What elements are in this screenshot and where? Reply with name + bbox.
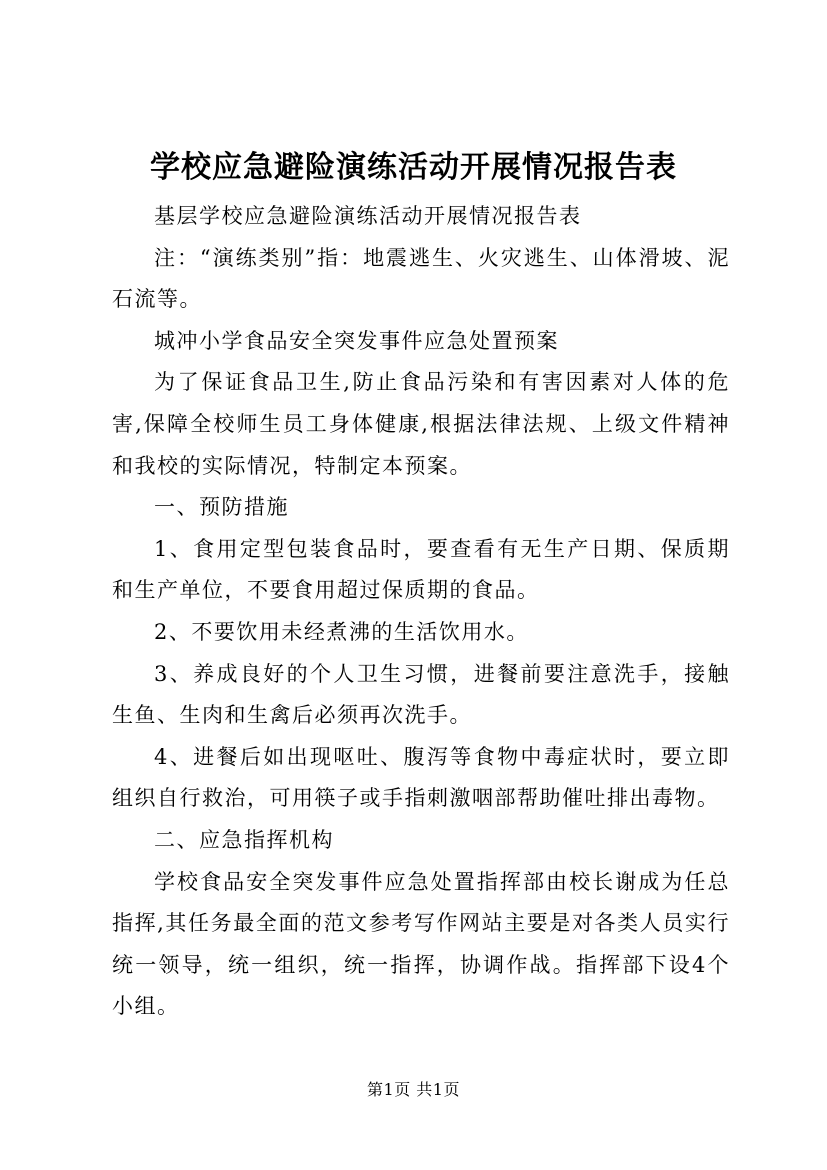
plan-title-paragraph: 城冲小学食品安全突发事件应急处置预案 xyxy=(154,328,559,353)
prevention-item-2: 2、不要饮用未经煮沸的生活饮用水。 xyxy=(154,619,529,644)
section-heading-command: 二、应急指挥机构 xyxy=(154,827,334,852)
prevention-item-1: 1、食用定型包装食品时，要查看有无生产日期、保质期和生产单位，不要食用超过保质期的食品。 xyxy=(112,536,730,603)
subtitle-paragraph: 基层学校应急避险演练活动开展情况报告表 xyxy=(154,204,582,228)
intro-paragraph: 为了保证食品卫生,防止食品污染和有害因素对人体的危害,保障全校师生员工身体健康,根据法律法规、上级文件精神和我校的实际情况，特制定本预案。 xyxy=(112,370,730,478)
document-body xyxy=(112,196,730,1028)
prevention-item-3: 3、养成良好的个人卫生习惯，进餐前要注意洗手，接触生鱼、生肉和生禽后必须再次洗手。 xyxy=(112,661,730,728)
note-paragraph: 注：“演练类别”指：地震逃生、火灾逃生、山体滑坡、泥石流等。 xyxy=(112,245,730,312)
document-title: 学校应急避险演练活动开展情况报告表 xyxy=(150,150,677,185)
page-footer: 第1页 共1页 xyxy=(367,1080,460,1099)
prevention-item-4: 4、进餐后如出现呕吐、腹泻等食物中毒症状时，要立即组织自行救治，可用筷子或手指刺激咽部帮助催吐排出毒物。 xyxy=(112,744,730,811)
command-paragraph: 学校食品安全突发事件应急处置指挥部由校长谢成为任总指挥,其任务最全面的范文参考写作网站主要是对各类人员实行统一领导，统一组织，统一指挥，协调作战。指挥部下设4个小组。 xyxy=(112,869,730,1019)
section-heading-prevention: 一、预防措施 xyxy=(154,495,289,520)
